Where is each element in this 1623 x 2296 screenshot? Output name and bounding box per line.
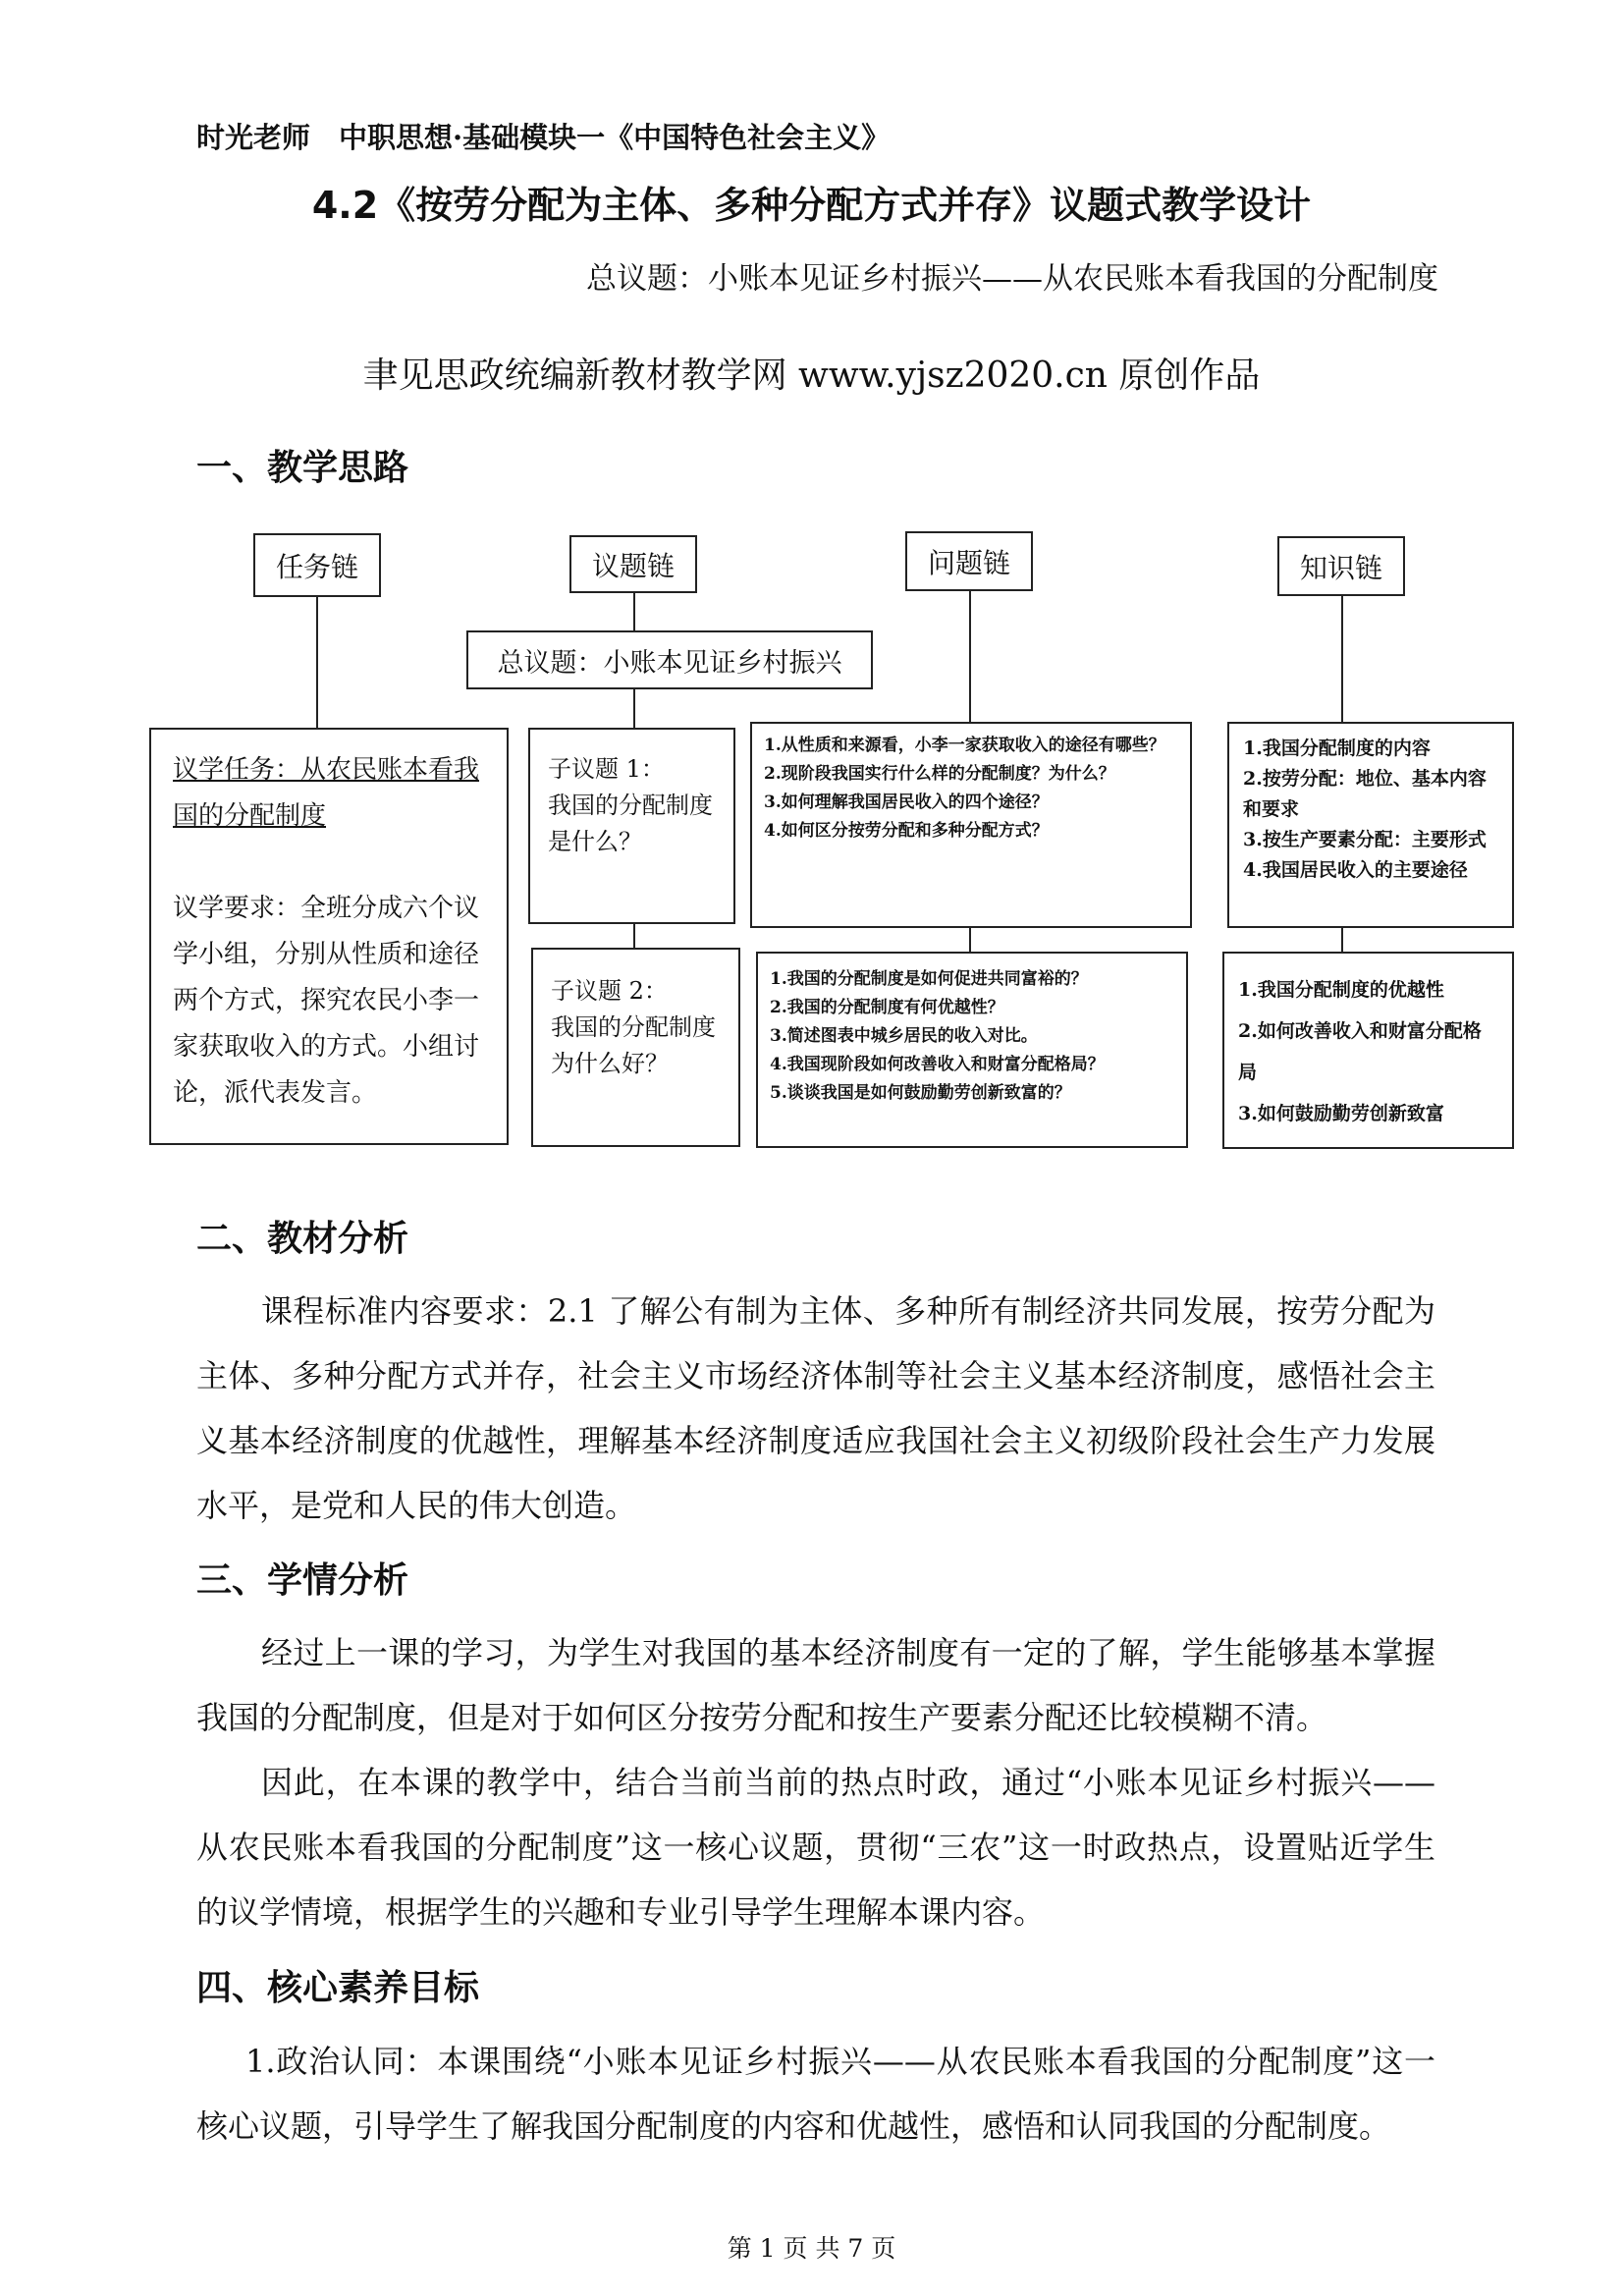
sub-topic-2-text: 我国的分配制度为什么好？ (551, 1013, 716, 1077)
question-item: 1.我国的分配制度是如何促进共同富裕的？ (770, 969, 1088, 989)
question-item: 3.如何理解我国居民收入的四个途径？ (764, 793, 1049, 812)
core-literacy-paragraph (196, 2029, 1435, 2159)
question-box-1 (750, 722, 1192, 928)
knowledge-item: 3.按生产要素分配：主要形式 (1243, 829, 1487, 850)
sub-topic-2-label: 子议题 2： (551, 977, 668, 1005)
question-item: 3.简述图表中城乡居民的收入对比。 (770, 1026, 1038, 1046)
section-heading-4: 四、核心素养目标 (196, 1968, 480, 2008)
question-item: 4.我国现阶段如何改善收入和财富分配格局？ (770, 1055, 1105, 1074)
connector-line (1341, 596, 1343, 722)
chain-label-question: 问题链 (905, 531, 1033, 591)
chain-label-topic: 议题链 (569, 535, 697, 593)
task-box (149, 728, 509, 1145)
knowledge-item: 1.我国分配制度的优越性 (1238, 979, 1444, 1001)
knowledge-item: 4.我国居民收入的主要途径 (1243, 859, 1468, 881)
question-item: 2.我国的分配制度有何优越性？ (770, 998, 1004, 1017)
question-item: 5.谈谈我国是如何鼓励勤劳创新致富的？ (770, 1083, 1071, 1103)
paragraph-text: 因此，在本课的教学中，结合当前当前的热点时政，通过“小账本见证乡村振兴——从农民账本看我国的分配制度”这一核心议题，贯彻“三农”这一时政热点，设置贴近学生的议学情境，根据学生的兴趣和专业引导学生理解本课内容。 (196, 1764, 1435, 1931)
paragraph-text: 课程标准内容要求：2.1 了解公有制为主体、多种所有制经济共同发展，按劳分配为主体、多种分配方式并存，社会主义市场经济体制等社会主义基本经济制度，感悟社会主义基本经济制度的优越性，理解基本经济制度适应我国社会主义初级阶段社会生产力发展水平，是党和人民的伟大创造。 (196, 1292, 1435, 1524)
paragraph-text: 1.政治认同：本课围绕“小账本见证乡村振兴——从农民账本看我国的分配制度”这一核心议题，引导学生了解我国分配制度的内容和优越性，感悟和认同我国的分配制度。 (196, 2043, 1435, 2145)
general-topic-subtitle: 总议题：小账本见证乡村振兴——从农民账本看我国的分配制度 (586, 261, 1438, 297)
sub-topic-box-2 (531, 948, 740, 1147)
sub-topic-1-text: 我国的分配制度是什么？ (548, 792, 713, 855)
knowledge-item: 2.按劳分配：地位、基本内容和要求 (1243, 768, 1487, 820)
task-requirement: 议学要求：全班分成六个议学小组，分别从性质和途径两个方式，探究农民小李一家获取收入的方式。小组讨论，派代表发言。 (173, 894, 480, 1108)
paragraph-text: 经过上一课的学习，为学生对我国的基本经济制度有一定的了解，学生能够基本掌握我国的分配制度，但是对于如何区分按劳分配和按生产要素分配还比较模糊不清。 (196, 1634, 1435, 1736)
section-heading-1: 一、教学思路 (196, 448, 409, 488)
textbook-analysis-paragraph (196, 1279, 1435, 1538)
section-heading-2: 二、教材分析 (196, 1219, 409, 1259)
question-item: 2.现阶段我国实行什么样的分配制度？为什么？ (764, 764, 1115, 784)
header-line: 时光老师 中职思想·基础模块一《中国特色社会主义》 (196, 121, 891, 154)
knowledge-box-1 (1227, 722, 1514, 928)
credit-line: 聿见思政统编新教材教学网 www.yjsz2020.cn 原创作品 (362, 355, 1261, 396)
question-item: 1.从性质和来源看，小李一家获取收入的途径有哪些？ (764, 736, 1165, 755)
connector-line (633, 593, 635, 630)
chain-label-task: 任务链 (253, 533, 381, 597)
section-heading-3: 三、学情分析 (196, 1560, 409, 1601)
connector-line (969, 928, 971, 952)
question-item: 4.如何区分按劳分配和多种分配方式？ (764, 821, 1049, 841)
knowledge-item: 3.如何鼓励勤劳创新致富 (1238, 1103, 1444, 1124)
document-title: 4.2《按劳分配为主体、多种分配方式并存》议题式教学设计 (311, 184, 1312, 227)
connector-line (633, 924, 635, 948)
student-analysis-paragraphs (196, 1620, 1435, 1944)
question-box-2 (756, 952, 1188, 1148)
knowledge-box-2 (1222, 952, 1514, 1149)
connector-line (316, 597, 318, 728)
knowledge-item: 1.我国分配制度的内容 (1243, 738, 1431, 759)
knowledge-item: 2.如何改善收入和财富分配格局 (1238, 1020, 1482, 1083)
chain-label-knowledge: 知识链 (1277, 536, 1405, 596)
general-topic-box: 总议题：小账本见证乡村振兴 (466, 630, 873, 689)
page-footer: 第 1 页 共 7 页 (727, 2234, 896, 2263)
sub-topic-box-1 (528, 728, 735, 924)
connector-line (633, 689, 635, 728)
task-title: 议学任务：从农民账本看我国的分配制度 (173, 755, 480, 831)
connector-line (1341, 928, 1343, 952)
sub-topic-1-label: 子议题 1： (548, 755, 665, 783)
connector-line (969, 591, 971, 722)
